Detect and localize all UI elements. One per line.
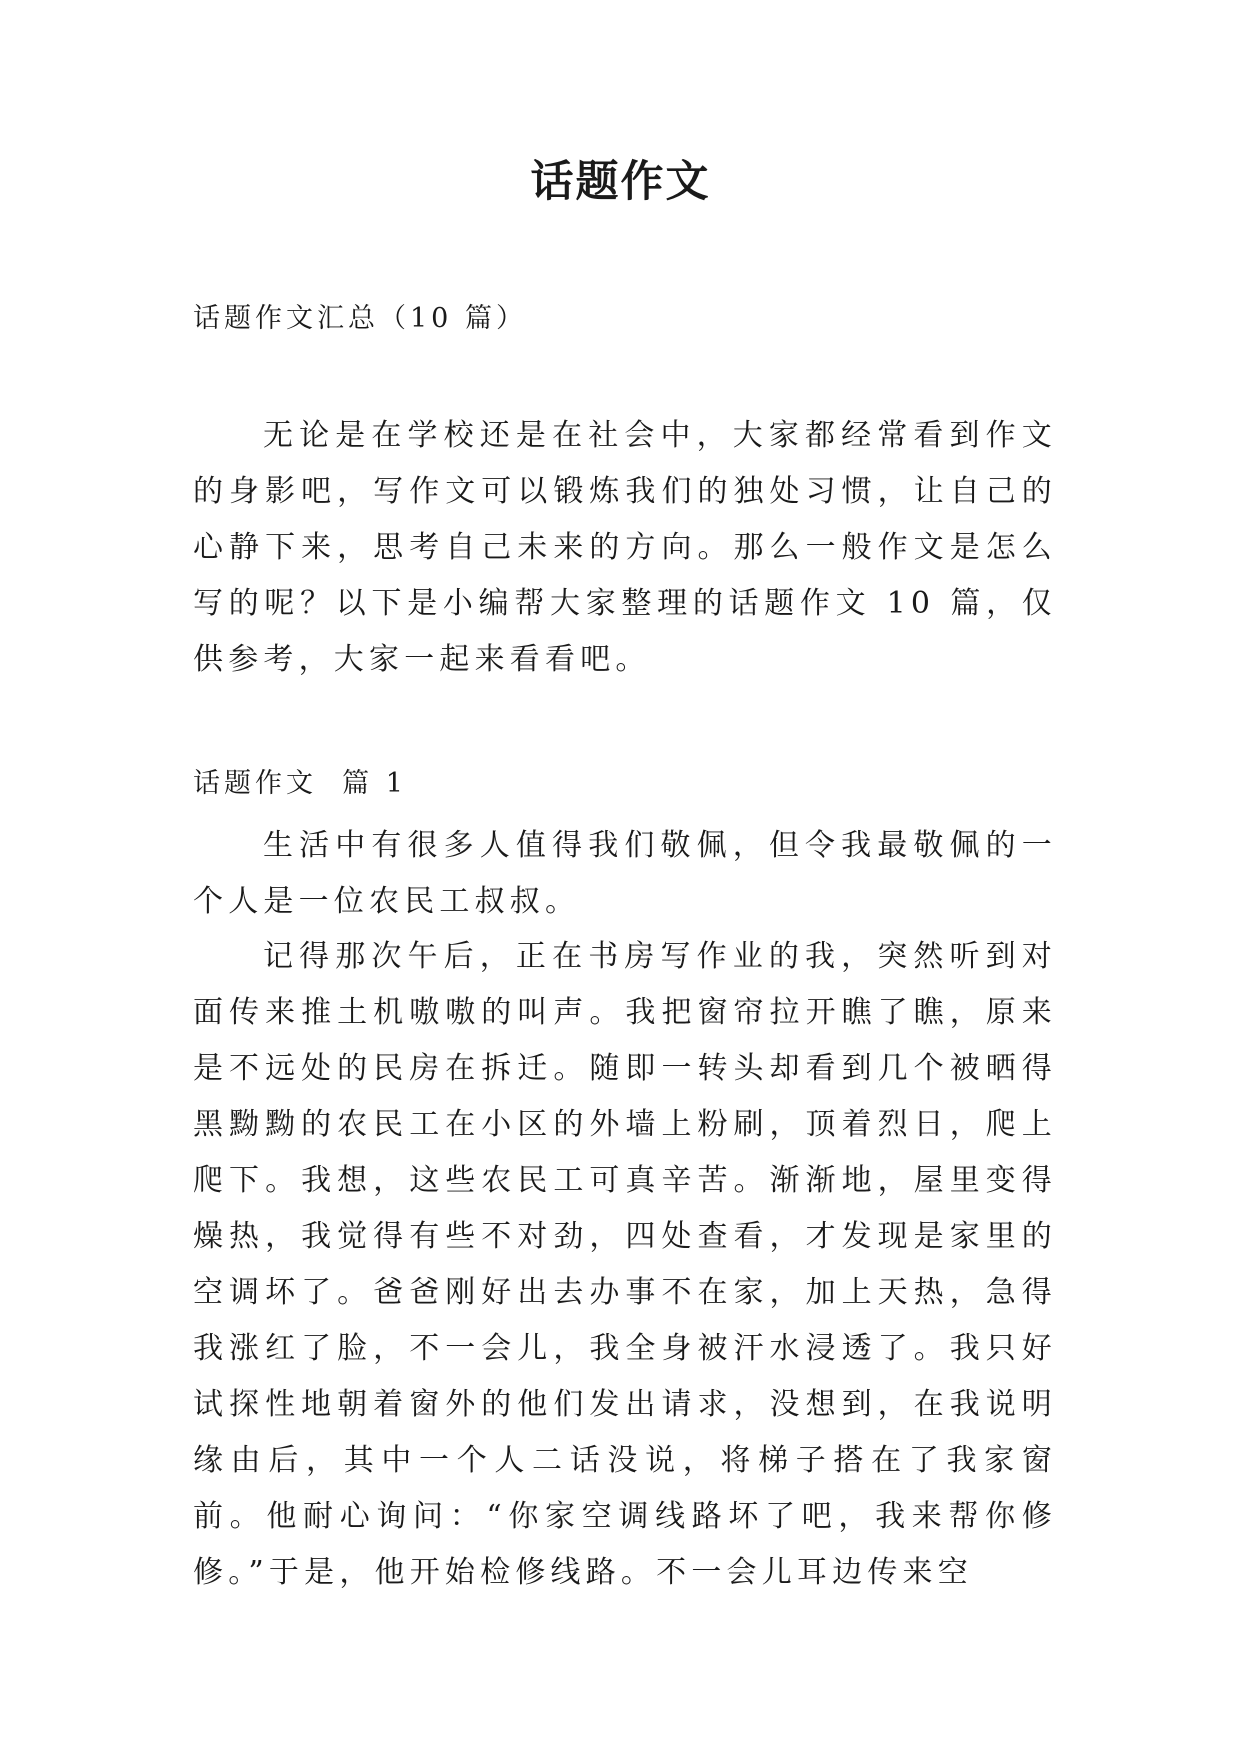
section-heading: 话题作文 篇 1	[193, 768, 407, 799]
document-title: 话题作文	[530, 157, 711, 207]
intro-paragraph: 无论是在学校还是在社会中，大家都经常看到作文的身影吧，写作文可以锻炼我们的独处习惯，让自己的心静下来，思考自己未来的方向。那么一般作文是怎么写的呢？以下是小编帮大家整理的话题作文 10 篇，仅供参考，大家一起来看看吧。	[193, 418, 1057, 677]
section-paragraph: 记得那次午后，正在书房写作业的我，突然听到对面传来推土机嗷嗷的叫声。我把窗帘拉开瞧了瞧，原来是不远处的民房在拆迁。随即一转头却看到几个被晒得黑黝黝的农民工在小区的外墙上粉刷，顶着烈日，爬上爬下。我想，这些农民工可真辛苦。渐渐地，屋里变得燥热，我觉得有些不对劲，四处查看，才发现是家里的空调坏了。爸爸刚好出去办事不在家，加上天热，急得我涨红了脸，不一会儿，我全身被汗水浸透了。我只好试探性地朝着窗外的他们发出请求，没想到，在我说明缘由后，其中一个人二话没说，将梯子搭在了我家窗前。他耐心询问：“你家空调线路坏了吧，我来帮你修修。”于是，他开始检修线路。不一会儿耳边传来空	[193, 939, 1057, 1590]
section-paragraph: 生活中有很多人值得我们敬佩，但令我最敬佩的一个人是一位农民工叔叔。	[193, 828, 1057, 919]
document-subtitle: 话题作文汇总（10 篇）	[193, 303, 527, 334]
